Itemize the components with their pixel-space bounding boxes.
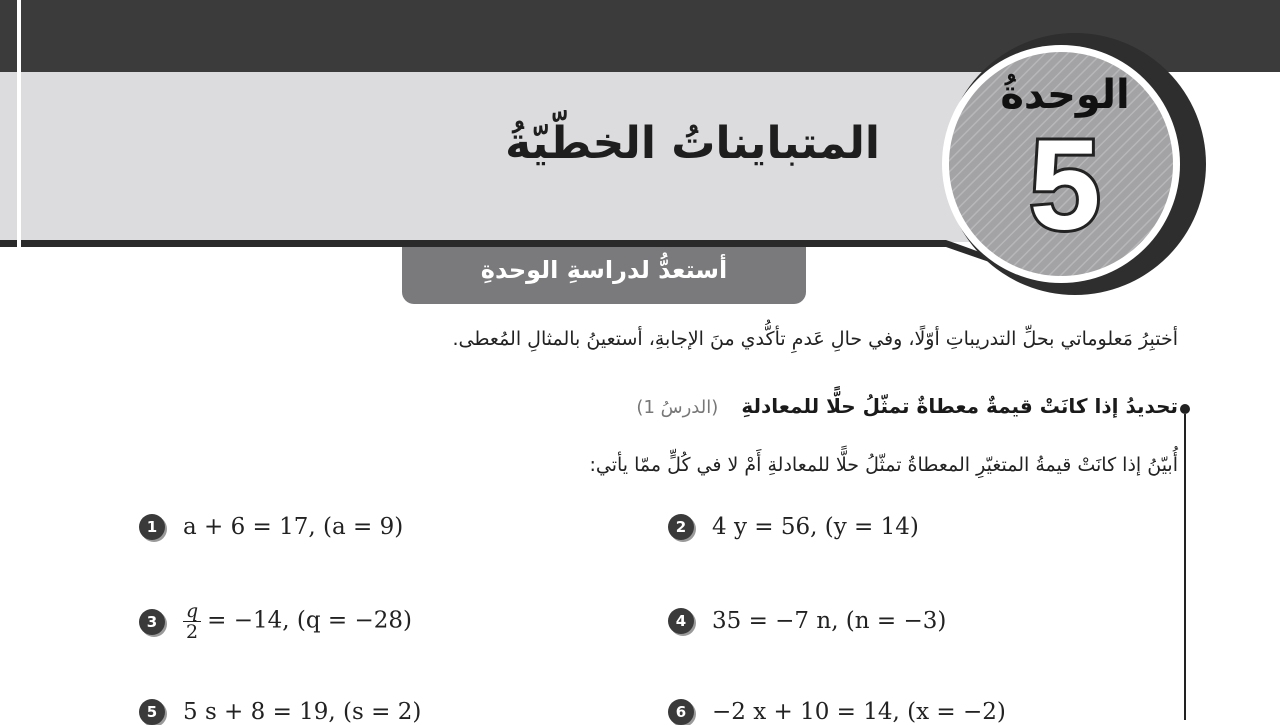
section-rule: [1184, 414, 1186, 720]
unit-label: الوحدةُ: [1000, 72, 1130, 118]
exercise-5: [139, 699, 421, 725]
fraction-denominator: 2: [183, 621, 201, 642]
exercise-equation: 35 = −7 n, (n = −3): [712, 608, 947, 634]
exercise-number: 3: [139, 609, 165, 635]
unit-title: المتبايناتُ الخطّيّةُ: [505, 118, 880, 169]
exercise-equation: a + 6 = 17, (a = 9): [183, 514, 404, 540]
prep-banner-text: أستعدُّ لدراسةِ الوحدةِ: [480, 256, 728, 284]
exercise-equation: −2 x + 10 = 14, (x = −2): [712, 699, 1006, 725]
exercise-equation: 5 s + 8 = 19, (s = 2): [183, 699, 422, 725]
exercise-2: [668, 514, 919, 540]
exercise-number: 5: [139, 699, 165, 725]
exercise-equation-rest: = −14, (q = −28): [207, 607, 413, 634]
exercise-number: 4: [668, 608, 694, 634]
fraction-numerator: q: [186, 600, 199, 622]
intro-text: أختبِرُ مَعلوماتي بحلِّ التدريباتِ أوّلًا، وفي حالِ عَدمِ تأكُّدي منَ الإجابةِ، أستعينُ بالمثالِ المُعطى.: [452, 328, 1178, 350]
section-title: تحديدُ إذا كانَتْ قيمةٌ معطاةٌ تمثّلُ حلًّا للمعادلةِ: [741, 394, 1178, 418]
exercise-number: 2: [668, 514, 694, 540]
section-bullet: [1180, 404, 1190, 414]
exercise-1: [139, 514, 403, 540]
exercise-3: [139, 601, 412, 642]
exercise-4: [668, 608, 946, 634]
exercise-number: 1: [139, 514, 165, 540]
exercise-equation: 4 y = 56, (y = 14): [712, 514, 919, 540]
exercise-equation: [183, 601, 412, 642]
instruction-text: أُبيّنُ إذا كانَتْ قيمةُ المتغيّرِ المعطاةُ تمثّلُ حلًّا للمعادلةِ أَمْ لا في كُلٍّ ممّا يأتي:: [589, 454, 1178, 476]
page-edge-line: [17, 0, 21, 248]
lesson-reference: (الدرسُ 1): [636, 397, 719, 418]
exercise-number: 6: [668, 699, 694, 725]
section-heading: [636, 394, 1178, 418]
prep-banner: [402, 247, 806, 304]
unit-number: 5: [1029, 114, 1101, 257]
exercise-6: [668, 699, 1006, 725]
fraction: [183, 601, 201, 642]
